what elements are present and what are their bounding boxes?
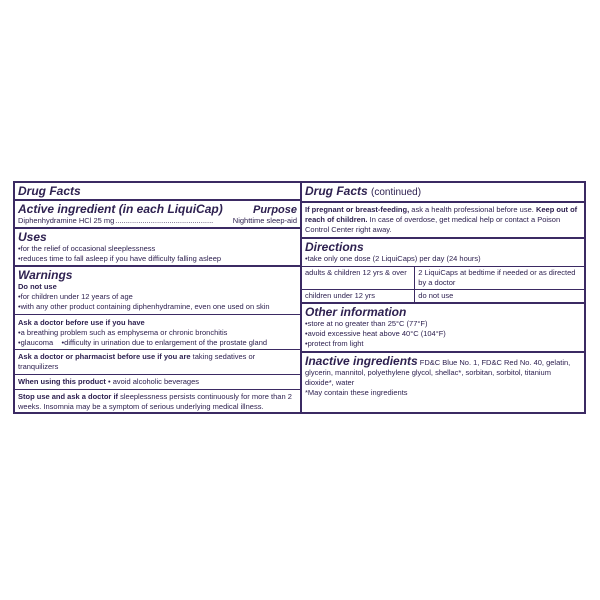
when-using-section <box>15 374 300 389</box>
continued-label: (continued) <box>371 187 422 198</box>
other-information-item: • store at no greater than 25°C (77°F) <box>305 319 581 329</box>
do-not-use-heading: Do not use <box>18 282 57 291</box>
when-using-text: • avoid alcoholic beverages <box>105 377 200 386</box>
uses-item: • for the relief of occasional sleeplessness <box>18 244 297 254</box>
table-row <box>302 267 584 290</box>
ask-doctor-heading: Ask a doctor before use if you have <box>18 318 145 327</box>
other-information-item: • protect from light <box>305 339 581 349</box>
purpose-heading: Purpose <box>252 204 297 216</box>
uses-section <box>15 227 300 265</box>
purpose-value: Nighttime sleep-aid <box>232 216 297 225</box>
active-ingredient-section <box>15 199 300 227</box>
ask-doctor-item-row <box>18 338 297 348</box>
keep-out-text: In case of overdose, get medical help or contact a Poison Control Center right away. <box>305 215 561 234</box>
dosage-who: children under 12 yrs <box>302 290 415 303</box>
uses-item: • reduces time to fall asleep if you have difficulty falling asleep <box>18 254 297 264</box>
drug-facts-title: Drug Facts <box>18 184 81 198</box>
right-column <box>302 183 584 412</box>
other-information-heading: Other information <box>305 305 407 319</box>
inactive-ingredients-text: FD&C Blue No. 1, FD&C Red No. 40, gelatin, glycerin, mannitol, polyethylene glycol, shellac*, sorbitan, sorbitol, titanium dioxide*, water <box>305 358 571 387</box>
warnings-heading: Warnings <box>18 268 73 282</box>
other-information-section <box>302 302 584 351</box>
directions-item: • take only one dose (2 LiquiCaps) per day (24 hours) <box>302 254 584 266</box>
active-ingredient-heading: Active ingredient (in each LiquiCap) <box>18 202 223 216</box>
other-information-item: • avoid excessive heat above 40°C (104°F) <box>305 329 581 339</box>
drug-facts-continued-header <box>302 183 584 201</box>
ask-doctor-section <box>15 314 300 349</box>
ask-doctor-item: • a breathing problem such as emphysema or chronic bronchitis <box>18 328 297 338</box>
dosage-amount: do not use <box>415 290 584 303</box>
ask-doctor-item: • difficulty in urination due to enlargement of the prostate gland <box>62 338 268 347</box>
inactive-ingredients-note: *May contain these ingredients <box>305 388 408 397</box>
stop-use-section <box>15 389 300 413</box>
when-using-heading: When using this product <box>18 377 106 386</box>
directions-section <box>302 237 584 302</box>
uses-heading: Uses <box>18 230 47 244</box>
drug-facts-header <box>15 183 300 199</box>
ask-pharmacist-heading: Ask a doctor or pharmacist before use if you are <box>18 352 191 361</box>
dosage-table <box>302 266 584 302</box>
pregnancy-section <box>302 201 584 237</box>
do-not-use-item: • for children under 12 years of age <box>18 292 297 302</box>
stop-use-heading: Stop use and ask a doctor if <box>18 392 119 401</box>
drug-facts-label <box>13 181 586 414</box>
ask-pharmacist-text: taking sedatives or tranquilizers <box>18 352 256 371</box>
inactive-ingredients-heading: Inactive ingredients <box>305 354 418 368</box>
active-ingredient-name: Diphenhydramine HCl 25 mg <box>18 216 115 225</box>
pregnant-text: ask a health professional before use. <box>409 205 536 214</box>
stop-use-text: sleeplessness persists continuously for more than 2 weeks. Insomnia may be a symptom of serious underlying medical illness. <box>18 392 292 411</box>
warnings-section <box>15 265 300 314</box>
leader-dots: ............................................... <box>115 216 214 225</box>
drug-facts-title-continued: Drug Facts <box>305 184 368 198</box>
keep-out-heading: Keep out of reach of children. <box>305 205 578 224</box>
pregnant-heading: If pregnant or breast-feeding, <box>305 205 410 214</box>
ask-doctor-item: • glaucoma <box>18 338 53 347</box>
inactive-ingredients-section <box>302 351 584 399</box>
directions-heading: Directions <box>305 240 364 254</box>
table-row <box>302 290 584 303</box>
ask-pharmacist-section <box>15 349 300 374</box>
dosage-who: adults & children 12 yrs & over <box>302 267 415 290</box>
dosage-amount: 2 LiquiCaps at bedtime if needed or as directed by a doctor <box>415 267 584 290</box>
do-not-use-item: • with any other product containing diphenhydramine, even one used on skin <box>18 302 297 312</box>
left-column <box>15 183 302 412</box>
